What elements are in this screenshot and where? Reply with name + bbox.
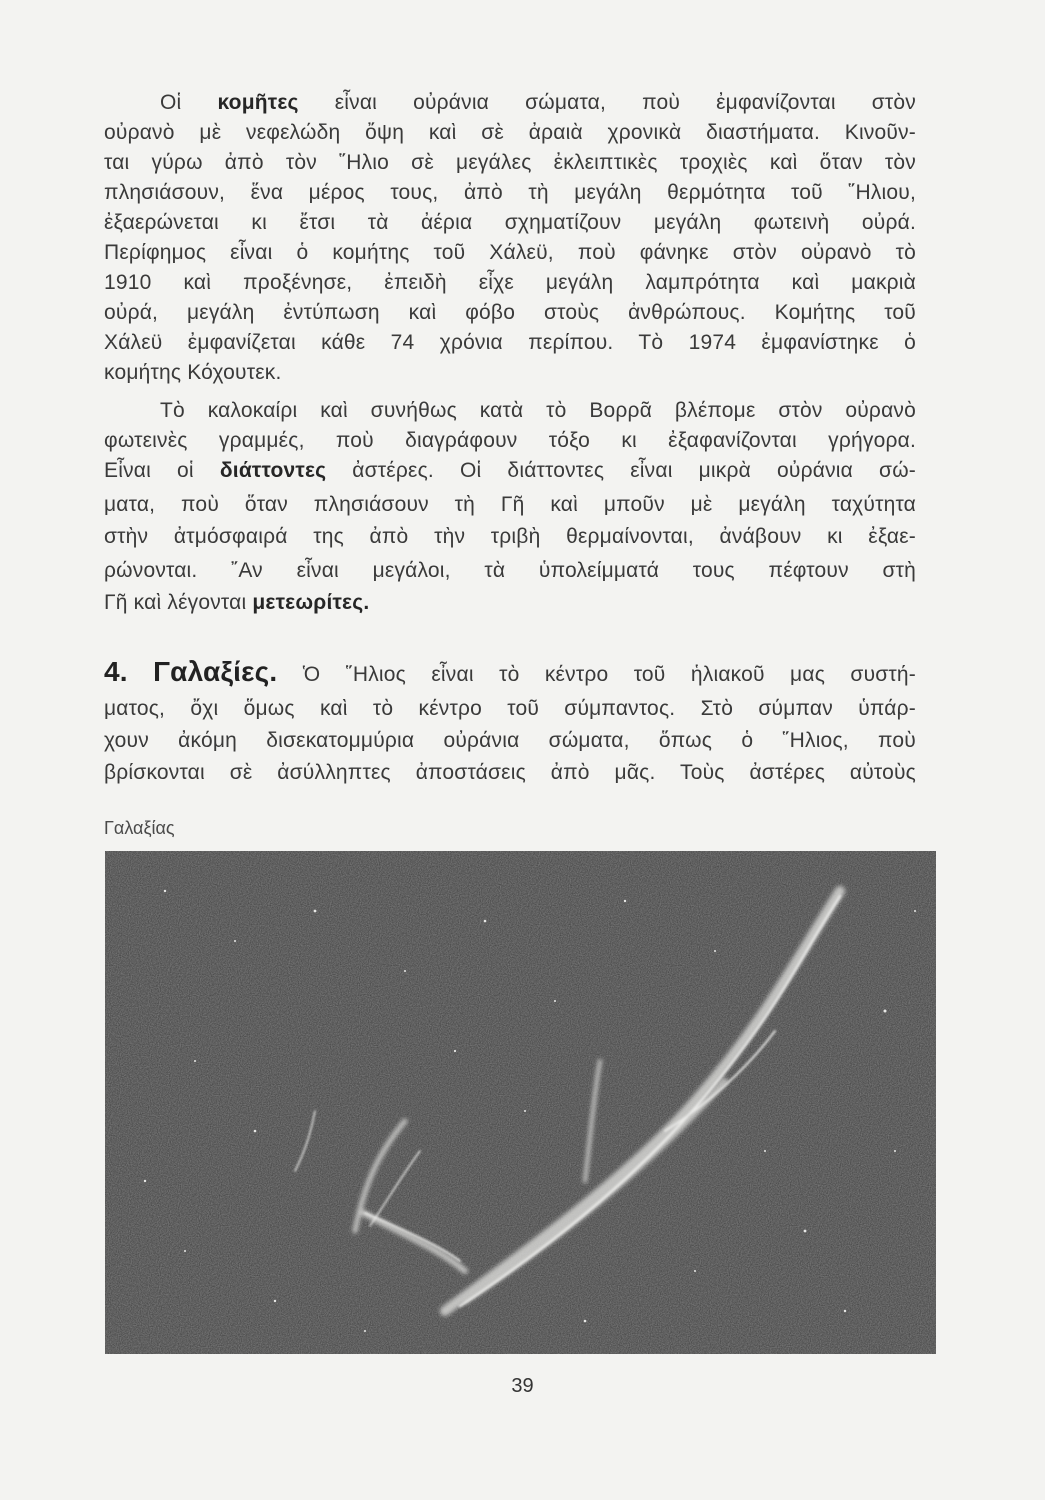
section4-line4: βρίσκονται σὲ ἀσύλληπτες ἀποστάσεις ἀπὸ μᾶς. Τοὺς ἀστέρες αὐτοὺς [104, 761, 916, 784]
term-meteorites: μετεωρίτες. [252, 591, 370, 614]
paragraph2-line6: ρώνονται. ῎Αν εἶναι μεγάλοι, τὰ ὑπολείμματά τους πέφτουν στὴ [104, 559, 916, 582]
paragraph1-line5: ἐξαερώνεται κι ἔτσι τὰ ἀέρια σχηματίζουν μεγάλη φωτεινὴ οὐρά. [104, 211, 916, 234]
section-title: Γαλαξίες. [153, 656, 278, 687]
galaxy-image [105, 851, 936, 1354]
section-number: 4. [104, 656, 128, 687]
paragraph1-line9: Χάλεϋ ἐμφανίζεται κάθε 74 χρόνια περίπου. Τὸ 1974 ἐμφανίστηκε ὁ [104, 331, 916, 354]
section4-line2: ματος, ὄχι ὅμως καὶ τὸ κέντρο τοῦ σύμπαντος. Στὸ σύμπαν ὑπάρ- [104, 697, 916, 720]
paragraph1-line2: οὐρανὸ μὲ νεφελώδη ὄψη καὶ σὲ ἀραιὰ χρονικὰ διαστήματα. Κινοῦν- [104, 121, 916, 144]
paragraph2-line1: Τὸ καλοκαίρι καὶ συνήθως κατὰ τὸ Βορρᾶ βλέπομε στὸν οὐρανὸ [160, 399, 916, 422]
paragraph2-line4: ματα, ποὺ ὅταν πλησιάσουν τὴ Γῆ καὶ μποῦν μὲ μεγάλη ταχύτητα [104, 493, 916, 516]
paragraph2-line3: Εἶναι οἱ διάττοντες ἀστέρες. Οἱ διάττοντες εἶναι μικρὰ οὐράνια σώ- [104, 459, 916, 482]
paragraph1-line1: Οἱ κομῆτες εἶναι οὐράνια σώματα, ποὺ ἐμφανίζονται στὸν [160, 91, 917, 114]
term-shooting-stars: διάττοντες [219, 459, 327, 482]
section4-line1: 4. Γαλαξίες. Ὁ ῞Ηλιος εἶναι τὸ κέντρο τοῦ ἡλιακοῦ μας συστή- [104, 656, 916, 687]
paragraph1-line3: ται γύρω ἀπὸ τὸν ῞Ηλιο σὲ μεγάλες ἐκλειπτικὲς τροχιὲς καὶ ὅταν τὸν [104, 151, 916, 174]
paragraph1-line8: οὐρά, μεγάλη ἐντύπωση καὶ φόβο στοὺς ἀνθρώπους. Κομήτης τοῦ [104, 301, 916, 324]
figure-caption: Γαλαξίας [104, 818, 175, 838]
section4-line3: χουν ἀκόμη δισεκατομμύρια οὐράνια σώματα, ὅπως ὁ ῞Ηλιος, ποὺ [104, 729, 916, 752]
paragraph2-line7: Γῆ καὶ λέγονται μετεωρίτες. [104, 591, 370, 614]
paragraph1-line7: 1910 καὶ προξένησε, ἐπειδὴ εἶχε μεγάλη λαμπρότητα καὶ μακριὰ [104, 271, 916, 294]
paragraph1-line6: Περίφημος εἶναι ὁ κομήτης τοῦ Χάλεϋ, ποὺ φάνηκε στὸν οὐρανὸ τὸ [104, 241, 916, 264]
paragraph2-line2: φωτεινὲς γραμμές, ποὺ διαγράφουν τόξο κι ἐξαφανίζονται γρήγορα. [104, 429, 916, 452]
page-number: 39 [511, 1375, 534, 1397]
paragraph2-line5: στὴν ἀτμόσφαιρά της ἀπὸ τὴν τριβὴ θερμαίνονται, ἀνάβουν κι ἐξαε- [104, 525, 916, 548]
paragraph1-line10: κομήτης Κόχουτεκ. [104, 361, 282, 384]
term-comets: κομῆτες [217, 91, 299, 114]
galaxy-photo [105, 851, 936, 1354]
paragraph1-line4: πλησιάσουν, ἕνα μέρος τους, ἀπὸ τὴ μεγάλη θερμότητα τοῦ ῞Ηλιου, [104, 181, 916, 204]
